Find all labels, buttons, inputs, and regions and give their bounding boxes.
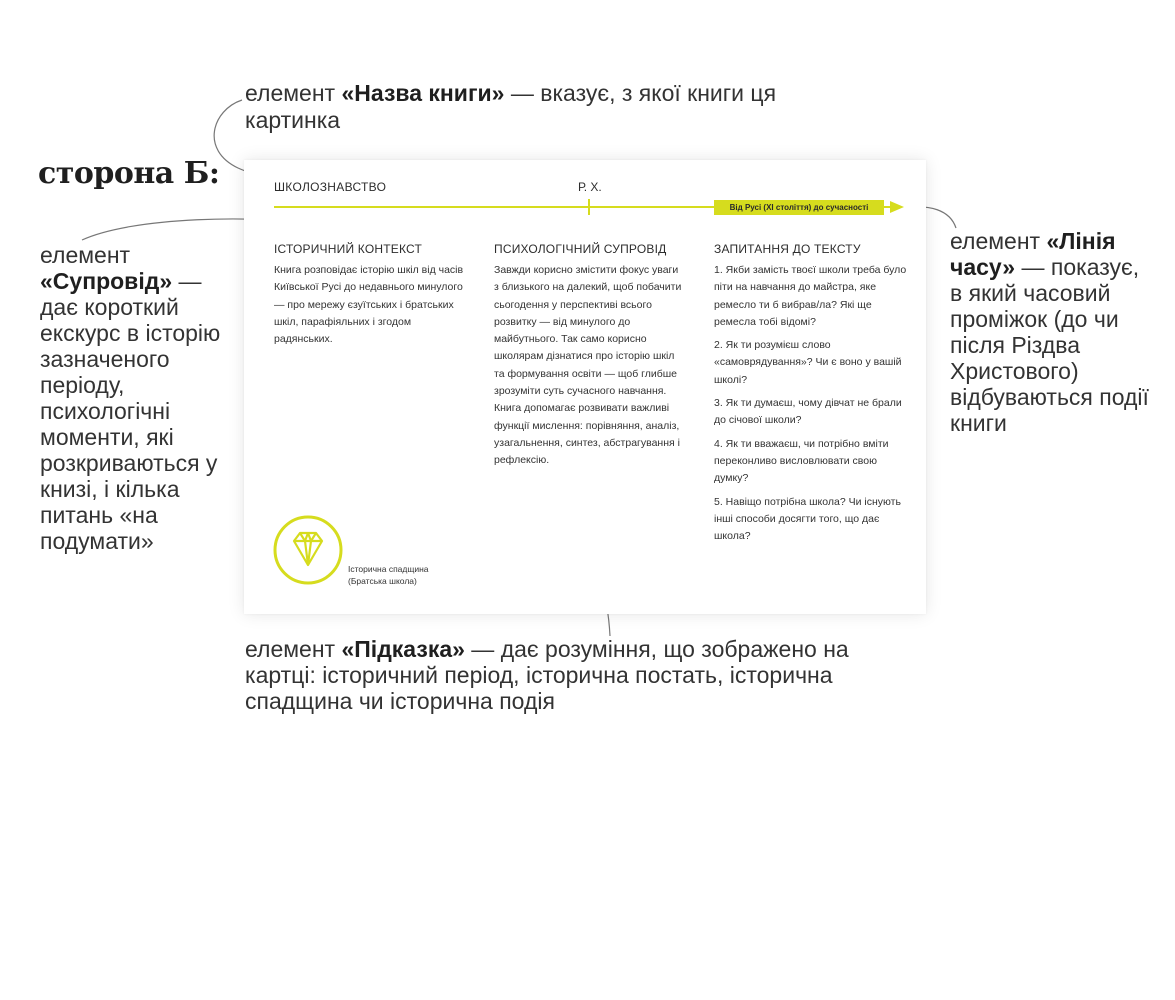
side-title: сторона Б: — [38, 156, 220, 191]
question-item: 2. Як ти розумієш слово «самоврядування»? Чи є воно у вашій школі? — [714, 339, 902, 386]
annotation-hint: елемент «Підказка» — дає розуміння, що зображено на картці: історичний період, історична постать, історична спадщина чи історична подія — [245, 636, 849, 714]
timeline-arrow-icon — [890, 201, 904, 213]
column-heading: ЗАПИТАННЯ ДО ТЕКСТУ — [714, 242, 861, 256]
card-side-b — [244, 160, 926, 614]
question-item: 4. Як ти вважаєш, чи потрібно вміти переконливо висловлювати свою думку? — [714, 437, 889, 485]
column-psychological-support — [494, 242, 684, 470]
annotation-book-name: елемент «Назва книги» — вказує, з якої книги ця картинка — [245, 80, 777, 133]
timeline-marker-label: Р. Х. — [578, 180, 602, 194]
annotation-support: елемент «Супровід» — дає короткий екскурс в історію зазначеного періоду, психологічні моменти, які розкриваються у книзі, і кілька питань «на подумати» — [40, 242, 221, 554]
book-name: ШКОЛОЗНАВСТВО — [274, 180, 387, 194]
annotation-timeline: елемент «Лінія часу» — показує, в який часовий проміжок (до чи після Різдва Христового) відбуваються події книги — [950, 228, 1149, 436]
column-heading: ІСТОРИЧНИЙ КОНТЕКСТ — [274, 242, 423, 256]
column-text-2: Книга допомагає розвивати важливі функції мислення: порівняння, аналіз, узагальнення, синтез, абстрагування і рефлексію. — [494, 402, 680, 467]
column-historical-context — [274, 242, 464, 348]
diamond-icon — [272, 514, 344, 586]
column-heading: ПСИХОЛОГІЧНИЙ СУПРОВІД — [494, 242, 667, 256]
question-item: 1. Якби замість твоєї школи треба було піти на навчання до майстра, яке ремесло ти б вибрав/ла? Які ще ремесла тобі відомі? — [714, 264, 907, 328]
timeline-period-label: Від Русі (XI століття) до сучасності — [714, 200, 884, 215]
question-item: 3. Як ти думаєш, чому дівчат не брали до січової школи? — [714, 397, 902, 427]
column-questions — [714, 242, 909, 551]
hint-label: Історична спадщина (Братська школа) — [348, 564, 429, 586]
timeline-marker-tick — [588, 199, 590, 215]
column-text: Книга розповідає історію шкіл від часів Київської Русі до недавнього минулого — про мережу єзуїтських і братських шкіл, парафіяльних і згодом радянських. — [274, 264, 464, 346]
column-text: Завжди корисно змістити фокус уваги з близького на далекий, щоб побачити сьогодення у перспективі всього розвитку — від минулого до майбутнього. Так само корисно школярам дізнатися про історію шкіл та формування освіти — щоб глибше зрозуміти суть сучасного навчання. — [494, 264, 682, 398]
question-item: 5. Навіщо потрібна школа? Чи існують інші способи досягти того, що дає школа? — [714, 495, 901, 543]
